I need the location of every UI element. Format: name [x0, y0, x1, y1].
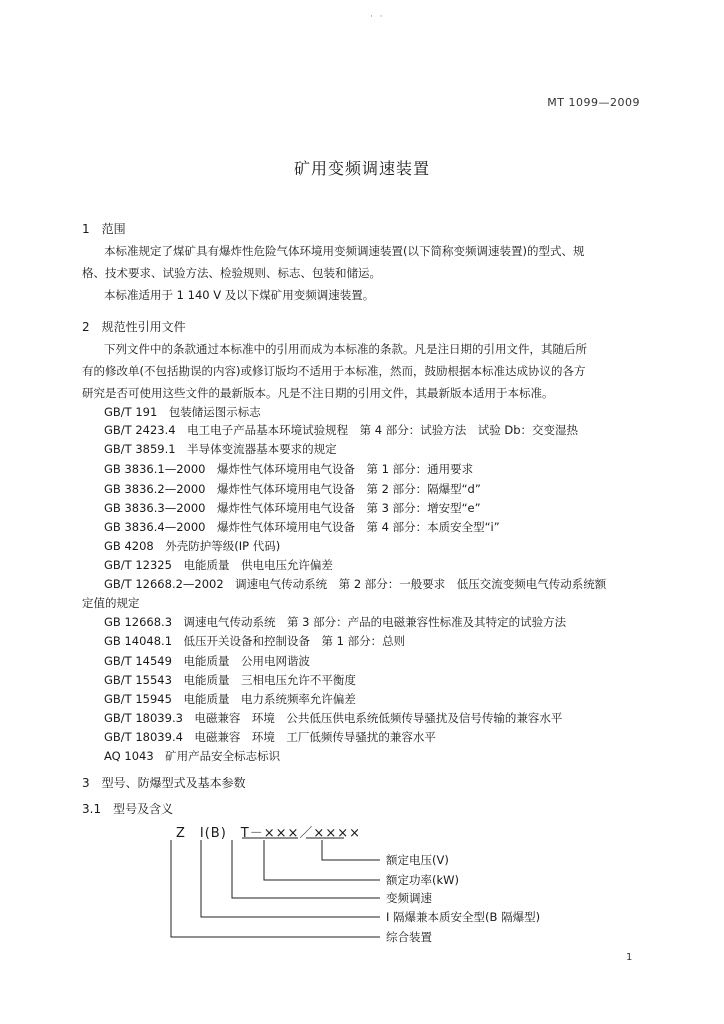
ref-item: GB/T 3859.1 半导体变流器基本要求的规定 — [104, 442, 337, 456]
model-label-rated-power: 额定功率(kW) — [386, 873, 460, 887]
ref-item: GB/T 191 包装储运图示标志 — [104, 405, 261, 419]
model-label-rated-voltage: 额定电压(V) — [386, 853, 449, 867]
ref-item: AQ 1043 矿用产品安全标志标识 — [104, 749, 281, 763]
ref-item: GB/T 18039.3 电磁兼容 环境 公共低压供电系统低频传导骚扰及信号传输的兼容水平 — [104, 711, 563, 725]
ref-item: GB 12668.3 调速电气传动系统 第 3 部分：产品的电磁兼容性标准及其特定的试验方法 — [104, 615, 567, 629]
page-number: 1 — [626, 952, 633, 963]
ref-item: GB 3836.2—2000 爆炸性气体环境用电气设备 第 2 部分：隔爆型“d” — [104, 482, 481, 496]
sec2-paragraph-line: 下列文件中的条款通过本标准中的引用而成为本标准的条款。凡是注日期的引用文件，其随后所 — [104, 342, 587, 356]
section-1-heading: 1 范围 — [82, 222, 126, 236]
section-2-heading: 2 规范性引用文件 — [82, 320, 186, 334]
sec2-paragraph-line: 有的修改单(不包括勘误的内容)或修订版均不适用于本标准，然而，鼓励根据本标准达成协议的各方 — [82, 364, 586, 378]
sec1-paragraph-scope: 本标准适用于 1 140 V 及以下煤矿用变频调速装置。 — [104, 288, 375, 302]
ref-item: GB/T 12325 电能质量 供电电压允许偏差 — [104, 558, 333, 572]
ref-item: GB/T 15945 电能质量 电力系统频率允许偏差 — [104, 692, 356, 706]
ref-item: GB 3836.3—2000 爆炸性气体环境用电气设备 第 3 部分：增安型“e” — [104, 501, 481, 515]
ref-item: GB/T 2423.4 电工电子产品基本环境试验规程 第 4 部分：试验方法 试验 Db：交变湿热 — [104, 423, 579, 437]
model-code: Z I(B) T－×××／×××× — [176, 826, 361, 841]
ref-item: GB/T 15543 电能质量 三相电压允许不平衡度 — [104, 673, 356, 687]
section-3-1-heading: 3.1 型号及含义 — [82, 802, 174, 816]
ref-item: GB 14048.1 低压开关设备和控制设备 第 1 部分：总则 — [104, 634, 406, 648]
sec1-paragraph-line: 本标准规定了煤矿具有爆炸性危险气体环境用变频调速装置(以下简称变频调速装置)的型式、规 — [104, 244, 585, 258]
sec2-paragraph-line: 研究是否可使用这些文件的最新版本。凡是不注日期的引用文件，其最新版本适用于本标准。 — [82, 386, 554, 400]
ref-item: GB/T 18039.4 电磁兼容 环境 工厂低频传导骚扰的兼容水平 — [104, 730, 436, 744]
scan-mark: · · — [370, 12, 385, 22]
model-label-combined-device: 综合装置 — [386, 930, 432, 944]
document-title: 矿用变频调速装置 — [293, 159, 430, 178]
model-label-vfd: 变频调速 — [386, 891, 432, 905]
ref-item: GB 3836.1—2000 爆炸性气体环境用电气设备 第 1 部分：通用要求 — [104, 462, 474, 476]
sec1-paragraph-line: 格、技术要求、试验方法、检验规则、标志、包装和储运。 — [82, 266, 381, 280]
ref-item: GB/T 12668.2—2002 调速电气传动系统 第 2 部分：一般要求 低压交流变频电气传动系统额 — [104, 577, 607, 591]
standard-number: MT 1099—2009 — [547, 96, 640, 109]
ref-item: GB 3836.4—2000 爆炸性气体环境用电气设备 第 4 部分：本质安全型“i” — [104, 520, 500, 534]
model-label-explosion-type: I 隔爆兼本质安全型(B 隔爆型) — [386, 910, 541, 924]
ref-item: GB 4208 外壳防护等级(IP 代码) — [104, 539, 281, 553]
ref-item: GB/T 14549 电能质量 公用电网谐波 — [104, 654, 310, 668]
ref-item-continued: 定值的规定 — [82, 596, 140, 610]
section-3-heading: 3 型号、防爆型式及基本参数 — [82, 776, 246, 790]
